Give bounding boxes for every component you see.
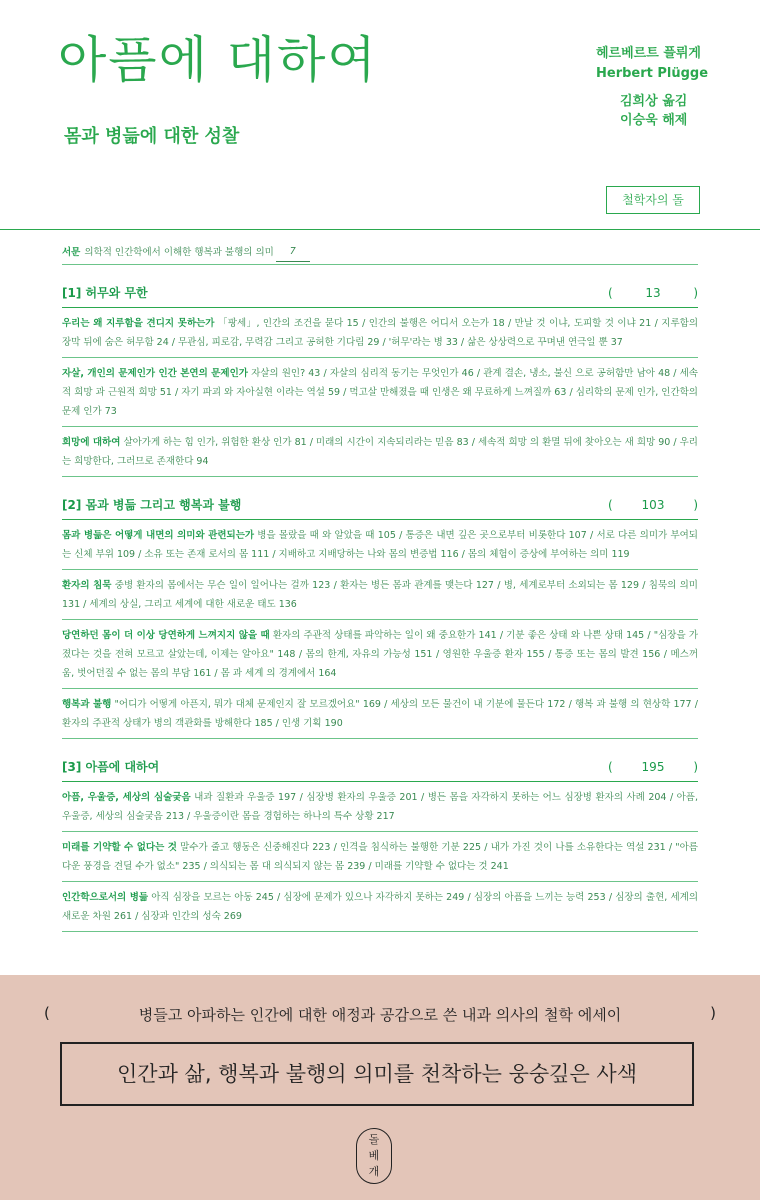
author-name-en: Herbert Plügge bbox=[596, 66, 709, 81]
preface-label: 서문 bbox=[62, 246, 81, 258]
toc-section bbox=[62, 782, 698, 832]
part-title: [2] 몸과 병듦 그리고 행복과 불행 bbox=[62, 498, 242, 512]
publisher-name: 돌베개 bbox=[368, 1133, 380, 1178]
tagline bbox=[44, 1004, 716, 1025]
preface-page: 7 bbox=[276, 242, 310, 262]
toc-section bbox=[62, 882, 698, 932]
preface-entry bbox=[62, 240, 698, 264]
tagline-paren-open: ( bbox=[44, 1004, 50, 1022]
headline-text: 인간과 삶, 행복과 불행의 의미를 천착하는 웅숭깊은 사색 bbox=[117, 1062, 637, 1086]
toc-section bbox=[62, 570, 698, 620]
preface-rule bbox=[62, 264, 698, 265]
section-head: 인간학으로서의 병듦 bbox=[62, 892, 149, 903]
section-head: 몸과 병듦은 어떻게 내면의 의미와 관련되는가 bbox=[62, 530, 255, 541]
commentator-name: 이승욱 해제 bbox=[620, 113, 688, 128]
section-body: 내과 질환과 우울증 197 / 심장병 환자의 우울증 201 / 병든 몸을 자각하지 못하는 어느 심장병 환자의 사례 204 / 아픔, 우울증, 세상의 심술궂음 213 / 우울증이란 몸을 경험하는 하나의 특수 상황 217 bbox=[62, 792, 699, 822]
section-head: 미래를 기약할 수 없다는 것 bbox=[62, 842, 177, 853]
toc-section bbox=[62, 520, 698, 570]
toc-section bbox=[62, 689, 698, 739]
section-body: 아직 심장을 모르는 아동 245 / 심장에 문제가 있으나 자각하지 못하는 249 / 심장의 아픔을 느끼는 능력 253 / 심장의 출현, 세계의 새로운 차원 261 / 심장과 인간의 성숙 269 bbox=[62, 892, 698, 922]
preface-text: 의학적 인간학에서 이해한 행복과 불행의 의미 bbox=[84, 246, 274, 258]
translator-name: 김희상 옮김 bbox=[620, 94, 688, 109]
section-head: 자살, 개인의 문제인가 인간 본연의 문제인가 bbox=[62, 368, 248, 379]
top-divider bbox=[0, 229, 760, 230]
section-body: 살아가게 하는 힘 인가, 위험한 환상 인가 81 / 미래의 시간이 지속되리라는 믿음 83 / 세속적 희망 의 환멸 뒤에 찾아오는 새 희망 90 / 우리는 희망한다, 그러므로 존재한다 94 bbox=[62, 437, 698, 467]
section-body: "어디가 어떻게 아픈지, 뭐가 대체 문제인지 잘 모르겠어요" 169 / 세상의 모든 물건이 내 기분에 물든다 172 / 행복 과 불행 의 현상학 177 / 환자의 주관적 상태가 병의 객관화를 방해한다 185 / 인생 기획 190 bbox=[62, 699, 698, 729]
section-head: 아픔, 우울증, 세상의 심술궂음 bbox=[62, 792, 191, 803]
section-body: 병을 몰랐을 때 와 알았을 때 105 / 통증은 내면 깊은 곳으로부터 비롯한다 107 / 서로 다른 의미가 부여되는 신체 부위 109 / 소유 또는 존재 로서의 몸 111 / 지배하고 지배당하는 나와 몸의 변증법 116 / 몸의 체험이 증상에 부여하는 의미 119 bbox=[62, 530, 698, 560]
author-block bbox=[596, 44, 708, 84]
series-label: 철학자의 돌 bbox=[606, 186, 700, 214]
section-body: 중병 환자의 몸에서는 무슨 일이 일어나는 걸까 123 / 환자는 병든 몸과 관계를 맺는다 127 / 병, 세계로부터 소외되는 몸 129 / 침묵의 의미 131 / 세계의 상실, 그리고 세계에 대한 새로운 태도 136 bbox=[62, 580, 698, 610]
section-head: 당연하던 몸이 더 이상 당연하게 느껴지지 않을 때 bbox=[62, 630, 270, 641]
part-title: [1] 허무와 무한 bbox=[62, 286, 148, 300]
part-title: [3] 아픔에 대하여 bbox=[62, 760, 160, 774]
toc-section bbox=[62, 358, 698, 427]
tagline-paren-close: ) bbox=[710, 1004, 716, 1022]
toc-section bbox=[62, 832, 698, 882]
toc-section bbox=[62, 620, 698, 689]
section-head: 희망에 대하여 bbox=[62, 437, 121, 448]
toc-section bbox=[62, 427, 698, 477]
book-title: 아픔에 대하여 bbox=[58, 31, 378, 89]
section-body: 「팡세」, 인간의 조건을 묻다 15 / 인간의 불행은 어디서 오는가 18 / 만날 것 이냐, 도피할 것 이냐 21 / 지루함의 장막 뒤에 숨은 허무함 24 / 무관심, 피로감, 무력감 그리고 공허한 기다림 29 / '허무'라는 병 33 / 삶은 상상력으로 꾸며낸 연극일 뿐 37 bbox=[62, 318, 698, 348]
section-body: 환자의 주관적 상태를 파악하는 일이 왜 중요한가 141 / 기분 좋은 상태 와 나쁜 상태 145 / "심장을 가졌다는 것을 전혀 모르고 살았는데, 이제는 알아요" 148 / 몸의 한계, 자유의 가능성 151 / 영원한 우울증 환자 155 / 통증 또는 몸의 발견 156 / 메스꺼움, 벗어던질 수 없는 몸의 부담 161 / 몸 과 세계 의 경계에서 164 bbox=[62, 630, 698, 679]
part-page: ( 195 ) bbox=[608, 760, 698, 774]
section-head: 환자의 침묵 bbox=[62, 580, 112, 591]
part-page: ( 13 ) bbox=[608, 286, 698, 300]
book-subtitle: 몸과 병듦에 대한 성찰 bbox=[64, 126, 240, 147]
part-heading bbox=[62, 273, 698, 308]
part-heading bbox=[62, 485, 698, 520]
tagline-text: 병들고 아파하는 인간에 대한 애정과 공감으로 쓴 내과 의사의 철학 에세이 bbox=[138, 1006, 622, 1024]
headline-box bbox=[60, 1042, 694, 1106]
part-page: ( 103 ) bbox=[608, 498, 698, 512]
section-head: 우리는 왜 지루함을 견디지 못하는가 bbox=[62, 318, 215, 329]
translator-block bbox=[620, 92, 687, 130]
author-name-kr: 헤르베르트 플뤼게 bbox=[596, 46, 701, 61]
section-body: 자살의 원인? 43 / 자살의 심리적 동기는 무엇인가 46 / 관계 결손, 냉소, 불신 으로 공허함만 남아 48 / 세속적 희망 과 근원적 희망 51 / 자기 파괴 와 자아실현 이라는 역설 59 / 먹고살 만해졌을 때 인생은 왜 무료하게 느껴질까 63 / 심리학의 문제 인가, 인간학의 문제 인가 73 bbox=[62, 368, 698, 417]
section-head: 행복과 불행 bbox=[62, 699, 112, 710]
publisher-logo bbox=[356, 1128, 392, 1184]
part-heading bbox=[62, 747, 698, 782]
table-of-contents bbox=[62, 240, 698, 932]
toc-section bbox=[62, 308, 698, 358]
section-body: 말수가 줄고 행동은 신중해진다 223 / 인격을 침식하는 불행한 기분 225 / 내가 가진 것이 나를 소유한다는 역설 231 / "아름다운 풍경을 견딜 수가 없소" 235 / 의식되는 몸 대 의식되지 않는 몸 239 / 미래를 기약할 수 없다는 것 241 bbox=[62, 842, 698, 872]
